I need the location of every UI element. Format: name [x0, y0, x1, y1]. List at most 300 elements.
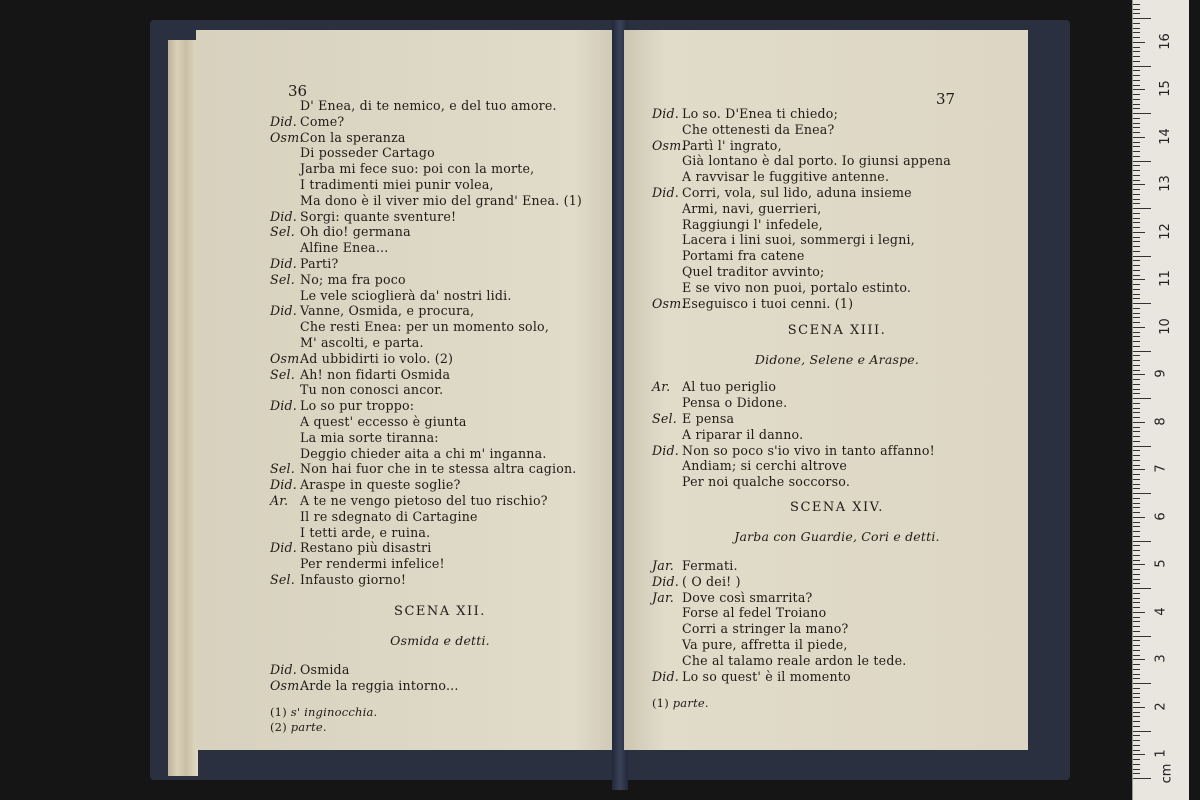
verse-line: [270, 430, 610, 446]
speaker-label: Sel.: [270, 271, 295, 287]
verse-line: [652, 153, 1022, 169]
speaker-label: Jar.: [652, 589, 674, 605]
ruler-tick: [1133, 194, 1140, 195]
ruler-tick: [1133, 469, 1145, 470]
page-number: 37: [936, 90, 956, 108]
ruler-tick: [1133, 545, 1140, 546]
ruler-number: 12: [1157, 222, 1173, 240]
verse-text: Di posseder Cartago: [300, 145, 435, 161]
ruler-tick: [1133, 678, 1140, 679]
ruler-tick: [1133, 370, 1140, 371]
footnote: [270, 720, 610, 735]
verse-text: Che al talamo reale ardon le tede.: [682, 652, 907, 668]
verse-text: Già lontano è dal porto. Io giunsi appena: [682, 153, 952, 169]
verse-line: [270, 335, 610, 351]
verse-line: [652, 264, 1022, 280]
footnote-text: parte.: [672, 696, 709, 711]
verse-line: [270, 319, 610, 335]
ruler-tick: [1133, 731, 1151, 732]
verse-text: Lo so pur troppo:: [300, 398, 415, 414]
verse-text: Fermati.: [682, 557, 738, 573]
verse-text: No; ma fra poco: [300, 271, 406, 287]
speaker-label: Did.: [652, 573, 679, 589]
verse-line: [652, 106, 1022, 122]
verse-line: [270, 98, 610, 114]
speaker-label: Did.: [652, 442, 679, 458]
ruler-tick: [1133, 465, 1140, 466]
verse-line: [270, 209, 610, 225]
verse-text: Araspe in queste soglie?: [300, 477, 461, 493]
ruler-tick: [1133, 612, 1145, 613]
verse-line: [270, 177, 610, 193]
ruler-tick: [1133, 512, 1140, 513]
ruler-tick: [1133, 488, 1140, 489]
verse-text: Lo so. D'Enea ti chiedo;: [682, 106, 839, 121]
ruler-tick: [1133, 9, 1140, 10]
verse-text: M' ascolti, e parta.: [300, 334, 424, 350]
ruler-tick: [1133, 431, 1140, 432]
ruler-number: 4: [1153, 607, 1169, 616]
verse-line: [270, 382, 610, 398]
verse-line: [270, 145, 610, 161]
ruler-tick: [1133, 379, 1140, 380]
verse-line: [652, 621, 1022, 637]
ruler-tick: [1133, 322, 1140, 323]
ruler-tick: [1133, 260, 1140, 261]
verse-text: Armi, navi, guerrieri,: [682, 200, 822, 216]
speaker-label: Sel.: [270, 224, 295, 240]
speaker-label: Sel.: [270, 366, 295, 382]
verse-text: Infausto giorno!: [300, 571, 407, 587]
ruler-tick: [1133, 721, 1140, 722]
verse-text: A ravvisar le fuggitive antenne.: [682, 169, 890, 185]
ruler-tick: [1133, 588, 1151, 589]
verse-text: Non hai fuor che in te stessa altra cagion.: [300, 461, 577, 477]
scene-cast: Didone, Selene e Araspe.: [754, 352, 920, 368]
verse-line: [270, 351, 610, 367]
verse-text: A quest' eccesso è giunta: [300, 413, 467, 429]
ruler-tick: [1133, 693, 1140, 694]
ruler-tick: [1133, 455, 1140, 456]
ruler-tick: [1133, 712, 1140, 713]
ruler-tick: [1133, 94, 1140, 95]
ruler-tick: [1133, 51, 1140, 52]
verse-line: [270, 540, 610, 556]
ruler-tick: [1133, 374, 1145, 375]
ruler-tick: [1133, 199, 1140, 200]
verse-line: [270, 662, 610, 678]
verse-text: Vanne, Osmida, e procura,: [300, 303, 475, 319]
ruler-number: 1: [1153, 749, 1169, 758]
ruler-tick: [1133, 764, 1140, 765]
verse-text: Ma dono è il viver mio del grand' Enea. (1): [300, 192, 583, 208]
verse-text: ( O dei! ): [682, 573, 741, 589]
verse-line: [652, 395, 1022, 411]
ruler-tick: [1133, 165, 1140, 166]
verse-line: [270, 572, 610, 588]
speaker-label: Ar.: [652, 379, 671, 395]
ruler-tick: [1133, 759, 1140, 760]
ruler-tick: [1133, 579, 1140, 580]
ruler-tick: [1133, 526, 1140, 527]
ruler-tick: [1133, 522, 1140, 523]
verse-text: Raggiungi l' infedele,: [682, 216, 823, 232]
verse-line: [270, 477, 610, 493]
speaker-label: Osm.: [270, 350, 304, 366]
ruler-tick: [1133, 303, 1151, 304]
speaker-label: Did.: [652, 184, 679, 200]
speaker-label: Did.: [652, 106, 679, 121]
verse-line: [652, 669, 1022, 685]
ruler-tick: [1133, 750, 1140, 751]
ruler-tick: [1133, 123, 1140, 124]
verse-line: [270, 461, 610, 477]
speaker-label: Did.: [270, 477, 297, 493]
ruler-tick: [1133, 208, 1151, 209]
ruler-tick: [1133, 313, 1140, 314]
ruler-number: 9: [1153, 369, 1169, 378]
speaker-label: Ar.: [270, 492, 289, 508]
footnote-marker: (1): [270, 705, 287, 720]
verse-line: [270, 256, 610, 272]
ruler-tick: [1133, 270, 1140, 271]
verse-text: Le vele scioglierà da' nostri lidi.: [300, 287, 512, 303]
ruler-tick: [1133, 769, 1140, 770]
ruler-tick: [1133, 669, 1140, 670]
ruler-tick: [1133, 227, 1140, 228]
ruler-tick: [1133, 564, 1145, 565]
verse-text: Che ottenesti da Enea?: [682, 121, 835, 137]
verse-line: [270, 224, 610, 240]
ruler-tick: [1133, 645, 1140, 646]
ruler-tick: [1133, 23, 1140, 24]
speaker-label: Did.: [270, 540, 297, 556]
ruler-tick: [1133, 66, 1151, 67]
ruler-tick: [1133, 132, 1140, 133]
verse-text: Non so poco s'io vivo in tanto affanno!: [682, 442, 935, 458]
verse-line: [652, 185, 1022, 201]
ruler-tick: [1133, 28, 1140, 29]
verse-text: Deggio chieder aita a chi m' inganna.: [300, 445, 547, 461]
verse-text: Restano più disastri: [300, 540, 432, 556]
ruler-tick: [1133, 156, 1140, 157]
ruler-tick: [1133, 251, 1140, 252]
ruler-tick: [1133, 688, 1140, 689]
verse-line: [652, 217, 1022, 233]
verse-line: [270, 193, 610, 209]
ruler-tick: [1133, 517, 1145, 518]
ruler-number: 11: [1157, 270, 1173, 288]
ruler-tick: [1133, 246, 1140, 247]
ruler-tick: [1133, 294, 1140, 295]
right-page: [624, 30, 1028, 750]
verse-text: Lacera i lini suoi, sommergi i legni,: [682, 232, 915, 248]
verse-text: D' Enea, di te nemico, e del tuo amore.: [300, 98, 557, 113]
verse-text: Portami fra catene: [682, 248, 805, 264]
ruler-number: 14: [1157, 127, 1173, 145]
ruler-tick: [1133, 503, 1140, 504]
ruler-tick: [1133, 536, 1140, 537]
footnote-marker: (2): [270, 720, 287, 735]
speaker-label: Sel.: [270, 461, 295, 477]
ruler-tick: [1133, 85, 1140, 86]
verse-text: Va pure, affretta il piede,: [682, 636, 848, 652]
verse-line: [270, 272, 610, 288]
ruler-tick: [1133, 232, 1145, 233]
ruler-number: 10: [1157, 317, 1173, 335]
verse-text: Per noi qualche soccorso.: [682, 474, 851, 490]
ruler-tick: [1133, 583, 1140, 584]
verse-line: [270, 161, 610, 177]
scene-heading: SCENA XIV.: [790, 499, 884, 515]
ruler-tick: [1133, 18, 1151, 19]
verse-line: [652, 427, 1022, 443]
ruler-tick: [1133, 707, 1145, 708]
ruler-tick: [1133, 664, 1140, 665]
verse-text: Tu non conosci ancor.: [300, 382, 444, 398]
ruler-tick: [1133, 621, 1140, 622]
ruler-tick: [1133, 650, 1140, 651]
ruler-tick: [1133, 541, 1151, 542]
verse-line: [270, 114, 610, 130]
ruler-tick: [1133, 617, 1140, 618]
measuring-ruler: [1132, 0, 1189, 800]
ruler-tick: [1133, 317, 1140, 318]
ruler-tick: [1133, 218, 1140, 219]
speaker-label: Did.: [270, 398, 297, 414]
ruler-tick: [1133, 636, 1151, 637]
verse-line: [652, 201, 1022, 217]
ruler-tick: [1133, 241, 1140, 242]
verse-line: [652, 443, 1022, 459]
ruler-tick: [1133, 4, 1140, 5]
verse-line: [652, 122, 1022, 138]
scene-cast: Jarba con Guardie, Cori e detti.: [734, 528, 940, 544]
ruler-tick: [1133, 602, 1140, 603]
spacer: [270, 588, 610, 598]
ruler-tick: [1133, 450, 1140, 451]
ruler-tick: [1133, 441, 1140, 442]
verse-text: A riparar il danno.: [682, 426, 804, 442]
ruler-tick: [1133, 99, 1140, 100]
ruler-tick: [1133, 569, 1140, 570]
speaker-label: Jar.: [652, 557, 674, 573]
verse-text: Con la speranza: [300, 129, 406, 145]
ruler-number: 8: [1153, 417, 1169, 426]
ruler-tick: [1133, 417, 1140, 418]
ruler-tick: [1133, 341, 1140, 342]
ruler-tick: [1133, 336, 1140, 337]
verse-line: [652, 411, 1022, 427]
verse-text: Partì l' ingrato,: [682, 137, 782, 153]
footnote-text: parte.: [290, 720, 327, 735]
verse-text: Il re sdegnato di Cartagine: [300, 508, 478, 524]
ruler-tick: [1133, 403, 1140, 404]
verse-text: Per rendermi infelice!: [300, 556, 445, 572]
ruler-tick: [1133, 113, 1151, 114]
speaker-label: Osm.: [652, 137, 686, 153]
left-page: [196, 30, 616, 750]
left-page-text: [270, 98, 610, 735]
ruler-tick: [1133, 408, 1140, 409]
ruler-tick: [1133, 560, 1140, 561]
right-page-text: [652, 106, 1022, 711]
footnote-marker: (1): [652, 696, 669, 711]
ruler-number: 16: [1157, 32, 1173, 50]
verse-text: Ah! non fidarti Osmida: [300, 366, 451, 382]
verse-text: Pensa o Didone.: [682, 395, 788, 411]
ruler-tick: [1133, 256, 1151, 257]
ruler-tick: [1133, 237, 1140, 238]
verse-text: E pensa: [682, 410, 735, 426]
ruler-tick: [1133, 683, 1151, 684]
spacer: [652, 684, 1022, 696]
ruler-tick: [1133, 298, 1140, 299]
speaker-label: Did.: [270, 661, 297, 677]
ruler-tick: [1133, 507, 1140, 508]
ruler-tick: [1133, 640, 1140, 641]
verse-line: [270, 303, 610, 319]
verse-line: [270, 288, 610, 304]
ruler-tick: [1133, 13, 1140, 14]
ruler-tick: [1133, 184, 1145, 185]
ruler-tick: [1133, 346, 1140, 347]
verse-line: [652, 138, 1022, 154]
ruler-tick: [1133, 80, 1140, 81]
verse-line: [270, 525, 610, 541]
ruler-unit: cm: [1159, 763, 1175, 784]
verse-text: Osmida: [300, 661, 350, 677]
verse-text: La mia sorte tiranna:: [300, 429, 439, 445]
ruler-tick: [1133, 137, 1145, 138]
ruler-tick: [1133, 108, 1140, 109]
ruler-tick: [1133, 778, 1151, 779]
ruler-tick: [1133, 351, 1151, 352]
ruler-tick: [1133, 146, 1140, 147]
ruler-tick: [1133, 659, 1145, 660]
verse-text: Sorgi: quante sventure!: [300, 208, 457, 224]
ruler-tick: [1133, 745, 1140, 746]
verse-line: [652, 653, 1022, 669]
ruler-tick: [1133, 327, 1145, 328]
ruler-number: 6: [1153, 512, 1169, 521]
verse-line: [270, 414, 610, 430]
speaker-label: Did.: [652, 668, 679, 684]
page-edges: [168, 40, 198, 776]
ruler-tick: [1133, 161, 1151, 162]
verse-line: [652, 590, 1022, 606]
ruler-tick: [1133, 393, 1140, 394]
verse-line: [652, 248, 1022, 264]
verse-text: Come?: [300, 113, 345, 129]
page-number: 36: [288, 82, 308, 100]
speaker-label: Did.: [270, 113, 297, 129]
ruler-tick: [1133, 289, 1140, 290]
ruler-tick: [1133, 716, 1140, 717]
verse-text: A te ne vengo pietoso del tuo rischio?: [300, 492, 548, 508]
ruler-tick: [1133, 151, 1140, 152]
ruler-tick: [1133, 726, 1140, 727]
ruler-tick: [1133, 384, 1140, 385]
verse-text: Corri a stringer la mano?: [682, 621, 849, 637]
ruler-tick: [1133, 104, 1140, 105]
ruler-tick: [1133, 574, 1140, 575]
speaker-label: Did.: [270, 303, 297, 319]
ruler-tick: [1133, 203, 1140, 204]
ruler-tick: [1133, 631, 1140, 632]
footnote: [652, 696, 1022, 711]
verse-line: [270, 367, 610, 383]
ruler-tick: [1133, 56, 1140, 57]
ruler-tick: [1133, 42, 1145, 43]
verse-text: Arde la reggia intorno...: [300, 677, 459, 693]
speaker-label: Did.: [270, 255, 297, 271]
verse-line: [270, 493, 610, 509]
ruler-tick: [1133, 493, 1151, 494]
ruler-tick: [1133, 118, 1140, 119]
speaker-label: Did.: [270, 208, 297, 224]
scene-heading: SCENA XII.: [394, 603, 486, 619]
footnote-text: s' inginocchia.: [290, 705, 378, 720]
footnote: [270, 705, 610, 720]
verse-line: [270, 556, 610, 572]
ruler-tick: [1133, 593, 1140, 594]
verse-text: Quel traditor avvinto;: [682, 263, 825, 279]
ruler-tick: [1133, 37, 1140, 38]
ruler-tick: [1133, 61, 1140, 62]
ruler-number: 7: [1153, 464, 1169, 473]
scene-cast: Osmida e detti.: [390, 632, 490, 648]
speaker-label: Sel.: [652, 410, 677, 426]
ruler-tick: [1133, 180, 1140, 181]
verse-line: [652, 474, 1022, 490]
verse-text: Parti?: [300, 255, 339, 271]
verse-line: [270, 240, 610, 256]
ruler-tick: [1133, 189, 1140, 190]
ruler-tick: [1133, 626, 1140, 627]
ruler-tick: [1133, 655, 1140, 656]
speaker-label: Osm.: [270, 129, 304, 145]
ruler-tick: [1133, 484, 1140, 485]
verse-text: Ad ubbidirti io volo. (2): [300, 350, 454, 366]
ruler-tick: [1133, 389, 1140, 390]
ruler-tick: [1133, 170, 1140, 171]
verse-line: [270, 398, 610, 414]
scene-heading: SCENA XIII.: [787, 323, 887, 339]
verse-line: [270, 446, 610, 462]
verse-text: Che resti Enea: per un momento solo,: [300, 319, 550, 335]
ruler-number: 2: [1153, 702, 1169, 711]
verse-text: Dove così smarrita?: [682, 589, 813, 605]
ruler-tick: [1133, 555, 1140, 556]
ruler-tick: [1133, 47, 1140, 48]
ruler-number: 3: [1153, 654, 1169, 663]
ruler-tick: [1133, 446, 1151, 447]
ruler-tick: [1133, 773, 1140, 774]
ruler-tick: [1133, 550, 1140, 551]
ruler-tick: [1133, 265, 1140, 266]
ruler-tick: [1133, 427, 1140, 428]
verse-line: [652, 379, 1022, 395]
spacer: [270, 693, 610, 705]
verse-line: [270, 130, 610, 146]
verse-line: [652, 169, 1022, 185]
verse-text: Oh dio! germana: [300, 224, 411, 240]
ruler-tick: [1133, 735, 1140, 736]
verse-text: Andiam; si cerchi altrove: [682, 458, 847, 474]
verse-line: [652, 558, 1022, 574]
ruler-tick: [1133, 89, 1145, 90]
